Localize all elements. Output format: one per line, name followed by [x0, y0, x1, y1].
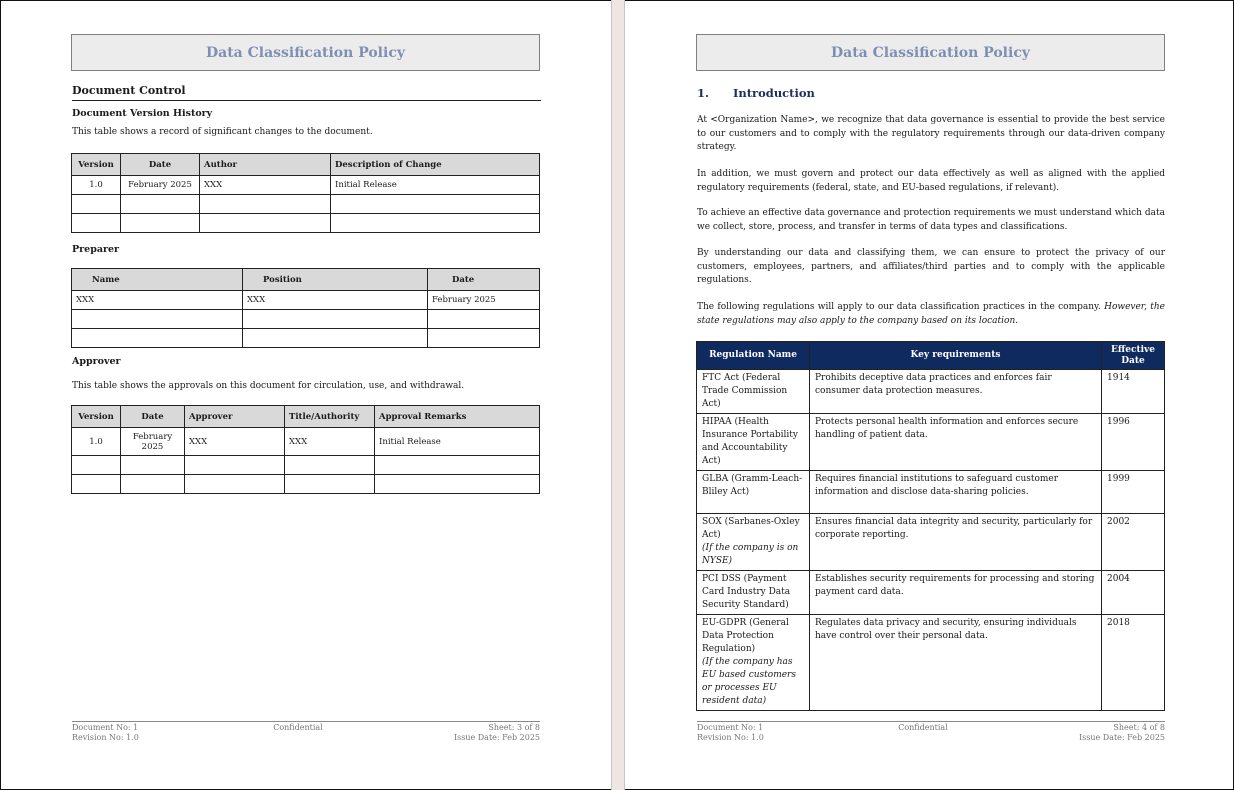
- table-cell: [72, 310, 243, 329]
- regulation-requirements: Ensures financial data integrity and security, particularly for corporate reporting.: [810, 514, 1102, 571]
- version-history-description: This table shows a record of significant changes to the document.: [72, 127, 373, 137]
- footer-classification: Confidential: [898, 723, 948, 732]
- regulation-name: GLBA (Gramm-Leach-Bliley Act): [702, 474, 803, 497]
- table-row: [72, 176, 540, 195]
- column-header: Date: [428, 269, 540, 291]
- footer-revision-no: Revision No: 1.0: [72, 733, 139, 742]
- table-cell: [121, 475, 185, 494]
- table-cell: [200, 214, 331, 233]
- regulation-name: FTC Act (Federal Trade Commission Act): [702, 373, 788, 409]
- table-row: [72, 456, 540, 475]
- preparer-table: [71, 268, 540, 348]
- footer-sheet: Sheet: 4 of 8: [1113, 723, 1165, 732]
- regulation-requirements: Prohibits deceptive data practices and enforces fair consumer data protection measures.: [810, 370, 1102, 414]
- column-header: Position: [243, 269, 428, 291]
- column-header: Effective Date: [1102, 342, 1165, 370]
- intro-paragraph-4: By understanding our data and classifying them, we can ensure to protect the privacy of our customers, employees, partners, and affiliates/third parties and to comply with the applicable regulations.: [697, 248, 1165, 285]
- regulations-intro-paragraph: [697, 301, 1165, 328]
- footer-issue-date: Issue Date: Feb 2025: [1078, 733, 1165, 742]
- column-header: Approver: [185, 406, 285, 428]
- page-header-title: Data Classification Policy: [71, 34, 540, 71]
- footer-sheet: Sheet: 3 of 8: [488, 723, 540, 732]
- version-history-table: [71, 153, 540, 233]
- table-cell: [243, 310, 428, 329]
- column-header: Title/Authority: [285, 406, 375, 428]
- regulation-row: [697, 370, 1165, 414]
- footer-issue-date: Issue Date: Feb 2025: [453, 733, 540, 742]
- page-4: [626, 1, 1233, 789]
- table-cell: [285, 475, 375, 494]
- table-cell: 1.0: [72, 176, 121, 195]
- table-cell: XXX: [200, 176, 331, 195]
- regulation-name-cell: [697, 514, 810, 571]
- table-cell: [72, 214, 121, 233]
- table-cell: XXX: [285, 428, 375, 456]
- intro-paragraph-2: In addition, we must govern and protect our data effectively as well as aligned with the applied regulatory requirements (federal, state, and EU-based regulations, if relevant).: [697, 169, 1165, 193]
- column-header: Description of Change: [331, 154, 540, 176]
- regulation-name-cell: [697, 414, 810, 471]
- table-cell: 1.0: [72, 428, 121, 456]
- table-cell: [121, 195, 200, 214]
- column-header: Date: [121, 406, 185, 428]
- table-cell: [375, 475, 540, 494]
- regulation-effective-date: 1914: [1102, 370, 1165, 414]
- regulation-name-cell: [697, 370, 810, 414]
- column-header: Key requirements: [810, 342, 1102, 370]
- column-header: Author: [200, 154, 331, 176]
- regulations-intro-text: The following regulations will apply to our data classification practices in the company.: [697, 302, 1101, 312]
- footer-right: [72, 723, 540, 743]
- table-row: [72, 310, 540, 329]
- table-cell: XXX: [185, 428, 285, 456]
- regulation-effective-date: 1996: [1102, 414, 1165, 471]
- table-cell: [331, 214, 540, 233]
- table-cell: [428, 310, 540, 329]
- regulation-name: PCI DSS (Payment Card Industry Data Security Standard): [702, 574, 791, 610]
- regulation-name-cell: [697, 471, 810, 514]
- table-cell: [121, 456, 185, 475]
- footer-document-no: Document No: 1: [697, 723, 764, 732]
- table-row: [72, 195, 540, 214]
- document-control-heading: Document Control: [72, 84, 186, 97]
- approver-table: [71, 405, 540, 494]
- regulation-effective-date: 2004: [1102, 571, 1165, 615]
- footer-revision-no: Revision No: 1.0: [697, 733, 764, 742]
- section-number: 1.: [697, 86, 710, 100]
- regulations-table: [696, 341, 1165, 711]
- column-header: Date: [121, 154, 200, 176]
- regulation-row: [697, 615, 1165, 711]
- approver-description: This table shows the approvals on this document for circulation, use, and withdrawal.: [72, 381, 465, 391]
- regulation-effective-date: 2002: [1102, 514, 1165, 571]
- regulation-name: EU-GDPR (General Data Protection Regulation): [702, 618, 789, 654]
- table-cell: XXX: [243, 291, 428, 310]
- regulation-effective-date: 1999: [1102, 471, 1165, 514]
- footer-document-no: Document No: 1: [72, 723, 139, 732]
- heading-rule: [72, 100, 541, 101]
- column-header: Approval Remarks: [375, 406, 540, 428]
- table-row: [72, 329, 540, 348]
- table-cell: February 2025: [121, 428, 185, 456]
- column-header: Version: [72, 406, 121, 428]
- table-cell: [185, 475, 285, 494]
- table-cell: February 2025: [121, 176, 200, 195]
- table-cell: Initial Release: [375, 428, 540, 456]
- page-3: [1, 1, 611, 789]
- regulations-intro-italic: However, the state regulations may also apply to the company based on its location.: [697, 302, 1166, 326]
- table-row: [72, 214, 540, 233]
- table-cell: [331, 195, 540, 214]
- regulation-name-cell: [697, 571, 810, 615]
- footer-rule: [697, 721, 1165, 722]
- table-cell: [185, 456, 285, 475]
- table-cell: [200, 195, 331, 214]
- table-cell: February 2025: [428, 291, 540, 310]
- intro-paragraph-3: To achieve an effective data governance and protection requirements we must understand which data we collect, store, process, and transfer in terms of data types and classifications.: [697, 208, 1165, 232]
- regulation-row: [697, 471, 1165, 514]
- regulation-effective-date: 2018: [1102, 615, 1165, 711]
- table-cell: [72, 475, 121, 494]
- column-header: Version: [72, 154, 121, 176]
- table-cell: [428, 329, 540, 348]
- column-header: Regulation Name: [697, 342, 810, 370]
- table-cell: [243, 329, 428, 348]
- regulation-name: HIPAA (Health Insurance Portability and Accountability Act): [702, 417, 798, 466]
- approver-heading: Approver: [72, 356, 121, 367]
- regulation-row: [697, 571, 1165, 615]
- regulation-requirements: Establishes security requirements for processing and storing payment card data.: [810, 571, 1102, 615]
- table-cell: [72, 329, 243, 348]
- table-cell: [121, 214, 200, 233]
- table-row: [72, 428, 540, 456]
- table-row: [72, 291, 540, 310]
- page-gutter: [611, 0, 625, 790]
- footer-rule: [72, 721, 540, 722]
- page-header-title: Data Classification Policy: [696, 34, 1165, 71]
- regulation-row: [697, 414, 1165, 471]
- regulation-name: SOX (Sarbanes-Oxley Act): [702, 517, 800, 540]
- version-history-heading: Document Version History: [72, 108, 213, 119]
- regulation-row: [697, 514, 1165, 571]
- table-cell: [285, 456, 375, 475]
- table-cell: [72, 195, 121, 214]
- intro-paragraph-1: At <Organization Name>, we recognize that data governance is essential to provide the best service to our customers and to comply with the regulatory requirements through our data-driven company strategy.: [697, 115, 1165, 152]
- footer-classification: Confidential: [273, 723, 323, 732]
- table-cell: Initial Release: [331, 176, 540, 195]
- regulation-requirements: Requires financial institutions to safeguard customer information and disclose data-sharing policies.: [810, 471, 1102, 514]
- regulation-note: (If the company is on NYSE): [702, 543, 799, 566]
- column-header: Name: [72, 269, 243, 291]
- section-title: Introduction: [733, 86, 815, 100]
- preparer-heading: Preparer: [72, 244, 120, 255]
- regulation-requirements: Protects personal health information and enforces secure handling of patient data.: [810, 414, 1102, 471]
- table-cell: XXX: [72, 291, 243, 310]
- regulation-name-cell: [697, 615, 810, 711]
- table-cell: [375, 456, 540, 475]
- table-cell: [72, 456, 121, 475]
- footer-right: [697, 723, 1165, 743]
- regulation-note: (If the company has EU based customers or processes EU resident data): [702, 657, 796, 706]
- regulation-requirements: Regulates data privacy and security, ensuring individuals have control over their personal data.: [810, 615, 1102, 711]
- table-row: [72, 475, 540, 494]
